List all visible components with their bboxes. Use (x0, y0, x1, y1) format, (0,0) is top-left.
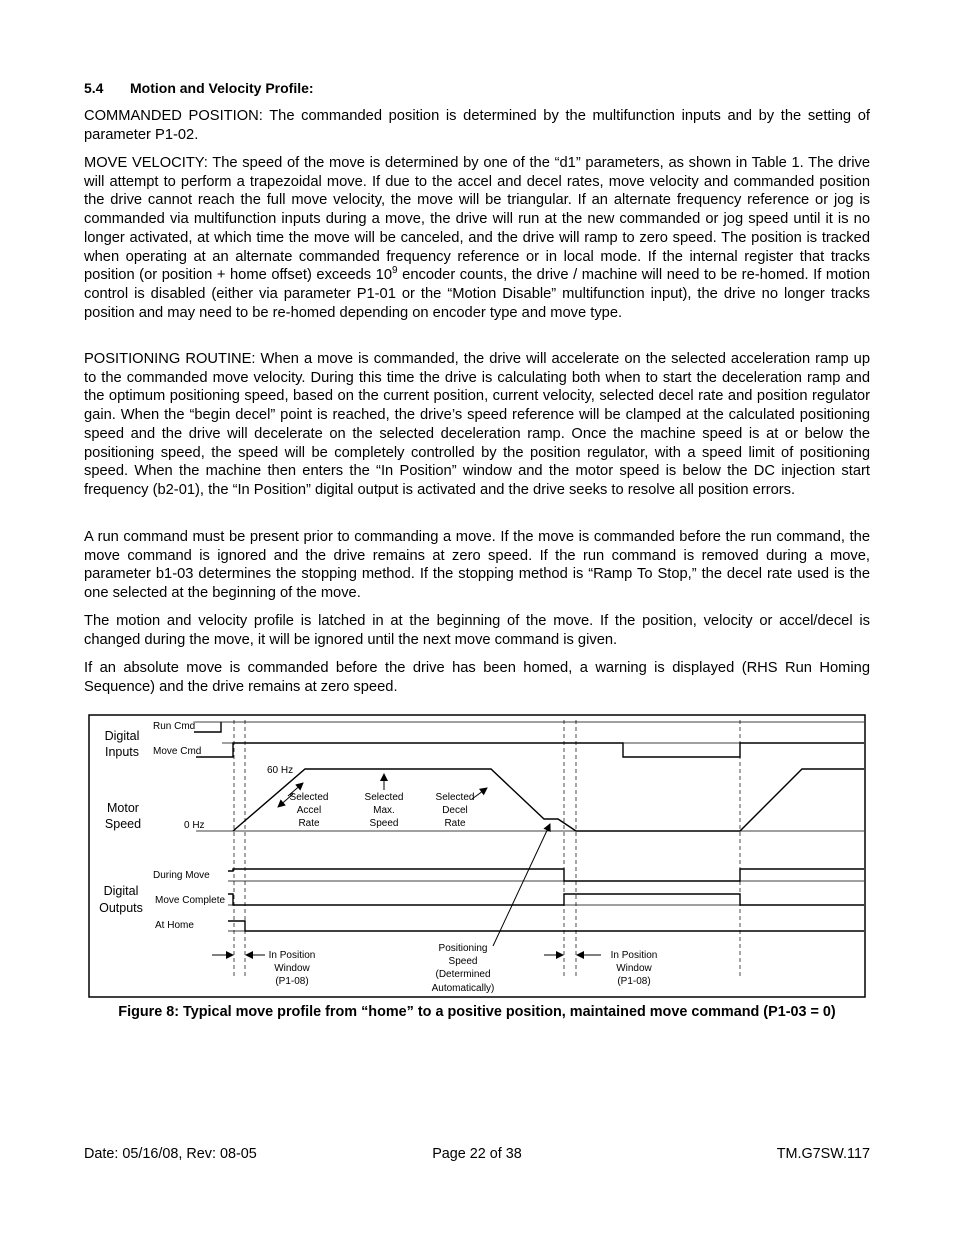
footer-doc-id: TM.G7SW.117 (776, 1146, 870, 1162)
at-home-label: At Home (155, 920, 194, 931)
in-position-2-annotation-1: In Position (610, 950, 658, 961)
positioning-speed-annotation-4: Automatically) (431, 983, 495, 994)
section-heading (84, 80, 314, 96)
paragraph-commanded-position: COMMANDED POSITION: The commanded position is determined by the multifunction inputs and by the setting of parameter P1-02. (84, 108, 870, 143)
accel-annotation-1: Selected (289, 792, 329, 803)
section-number: 5.4 (84, 80, 104, 96)
move-complete-label: Move Complete (155, 895, 226, 906)
paragraph-latched: The motion and velocity profile is latched in at the beginning of the move. If the position, velocity or accel/decel is changed during the move, it will be ignored until the next move command is given. (84, 613, 870, 648)
during-move-label: During Move (153, 870, 210, 881)
digital-inputs-label-2: Inputs (104, 745, 140, 759)
paragraph-absolute-move: If an absolute move is commanded before the drive has been homed, a warning is displayed (RHS Run Homing Sequence) and the drive remains at zero speed. (84, 660, 870, 695)
in-position-1-annotation-3: (P1-08) (275, 976, 309, 987)
positioning-speed-annotation-1: Positioning (438, 943, 488, 954)
positioning-speed-annotation-3: (Determined (435, 969, 491, 980)
max-speed-annotation-3: Speed (369, 818, 399, 829)
accel-annotation-3: Rate (298, 818, 320, 829)
paragraph-positioning-routine: POSITIONING ROUTINE: When a move is commanded, the drive will accelerate on the selected acceleration ramp up to the commanded move velocity. During this time the drive is calculating both when to start the deceleration ramp and the optimum positioning speed, based on the current position, current velocity, selected decel rate and position regulator gain. When the “begin decel” point is reached, the drive’s speed reference will be clamped at the calculated positioning speed and the drive will decelerate on the selected deceleration ramp. Once the machine speed is at or below the positioning speed, the speed will be completely controlled by the position regulator, with a speed limit of positioning speed. When the machine then enters the “In Position” window and the motor speed is below the DC injection start frequency (b2-01), the “In Position” digital output is activated and the drive seeks to resolve all position errors. (84, 351, 870, 498)
digital-inputs-label-1: Digital (104, 729, 140, 743)
move-velocity-text-a: MOVE VELOCITY: The speed of the move is determined by one of the “d1” parameters, as shown in Table 1. The drive will attempt to perform a trapezoidal move. If due to the accel and decel rates, move velocity and commanded position the drive cannot reach the full move velocity, the move will be triangular. If an alternate frequency reference or jog is commanded via multifunction inputs during a move, the drive will run at the new commanded or jog speed until it is no longer activated, at which time the move will be canceled, and the drive will ramp to zero speed. The position is tracked when operating at an alternate commanded frequency reference or in local mode. If the internal register that tracks position (or position + home offset) exceeds 10 (84, 155, 870, 284)
footer-page-number: Page 22 of 38 (432, 1146, 522, 1162)
decel-annotation-1: Selected (435, 792, 475, 803)
paragraph-run-command: A run command must be present prior to commanding a move. If the move is commanded before the run command, the move command is ignored and the drive remains at zero speed. If the run command is removed during a move, parameter b1-03 determines the stopping method. If the stopping method is “Ramp To Stop,” the decel rate used is the one selected at the beginning of the move. (84, 529, 870, 602)
max-speed-annotation-2: Max. (373, 805, 395, 816)
motor-speed-label-2: Speed (104, 817, 142, 831)
paragraph-move-velocity (84, 154, 870, 322)
hz-60-label: 60 Hz (267, 765, 294, 776)
in-position-2-annotation-3: (P1-08) (617, 976, 651, 987)
move-cmd-label: Move Cmd (153, 746, 202, 757)
timing-diagram (88, 714, 866, 998)
hz-0-label: 0 Hz (184, 820, 205, 831)
motor-speed-label-1: Motor (107, 801, 139, 815)
timing-diagram-svg (88, 714, 866, 998)
figure-caption: Figure 8: Typical move profile from “home” to a positive position, maintained move command (P1-03 = 0) (118, 1004, 836, 1020)
in-position-1-annotation-2: Window (274, 963, 310, 974)
section-title: Motion and Velocity Profile: (130, 80, 314, 96)
in-position-1-annotation-1: In Position (268, 950, 316, 961)
move-velocity-exponent: 9 (392, 265, 398, 277)
max-speed-annotation-1: Selected (364, 792, 404, 803)
in-position-2-annotation-2: Window (616, 963, 652, 974)
footer-date-rev: Date: 05/16/08, Rev: 08-05 (84, 1146, 257, 1162)
positioning-speed-annotation-2: Speed (448, 956, 478, 967)
group-labels (99, 729, 143, 915)
digital-outputs-label-2: Outputs (99, 901, 143, 915)
accel-annotation-2: Accel (296, 805, 322, 816)
decel-annotation-2: Decel (442, 805, 468, 816)
run-cmd-label: Run Cmd (153, 721, 196, 732)
digital-outputs-label-1: Digital (103, 884, 139, 898)
decel-annotation-3: Rate (444, 818, 466, 829)
move-velocity-text-b: encoder counts, the drive / machine will need to be re-homed. If motion control is disabled (either via parameter P1-01 or the “Motion Disable” multifunction input), the drive no longer tracks position and may need to be re-homed depending on encoder type and move type. (84, 267, 870, 321)
